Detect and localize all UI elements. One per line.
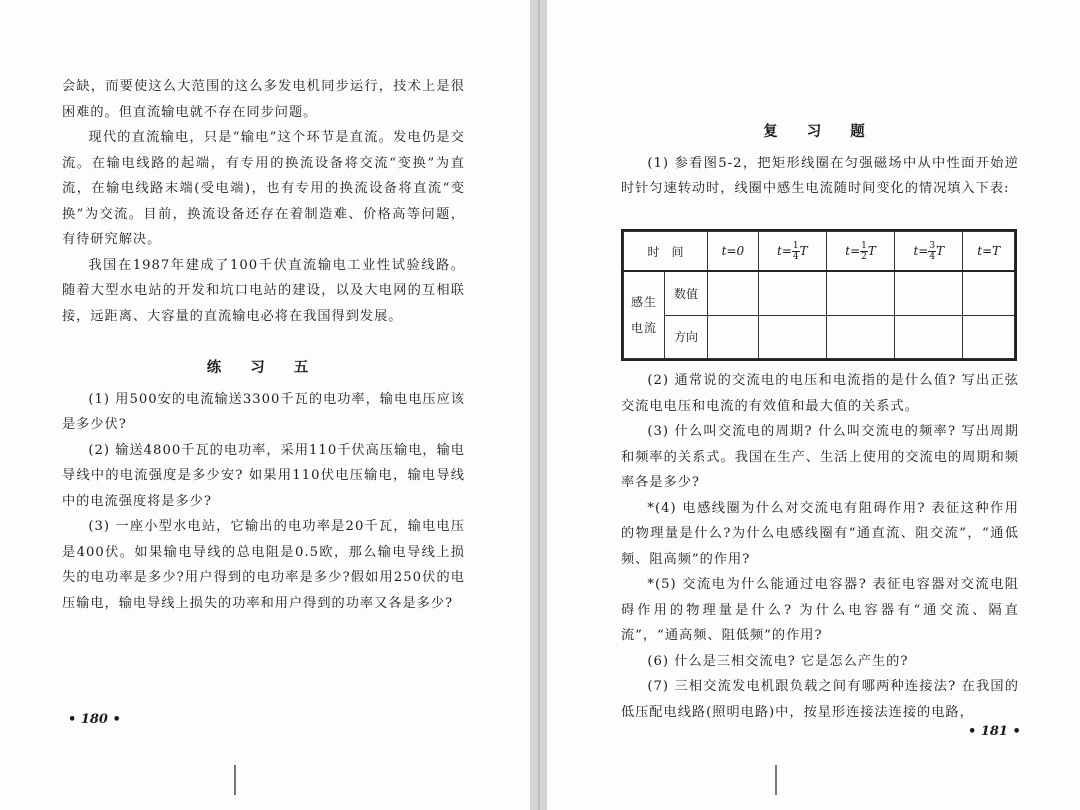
row-label-direction: 方向 [665, 315, 708, 358]
right-page-questions [621, 368, 1019, 725]
table-cell [708, 271, 759, 315]
exercise-item: (1) 用500安的电流输送3300千瓦的电功率，输电电压应该是多少伏? [62, 391, 465, 432]
review-heading: 复 习 题 [763, 123, 877, 140]
table-cell [758, 315, 826, 358]
table-cell [963, 271, 1015, 315]
scan-mark [234, 765, 236, 795]
current-table [621, 229, 1017, 361]
table-header-t-half: t= $\frac{1}{2}$ T [826, 232, 894, 272]
question-item: (3) 什么叫交流电的周期? 什么叫交流电的频率? 写出周期和频率的关系式。我国在生产、生活上使用的交流电的周期和频率各是多少? [621, 424, 1019, 490]
table-cell [895, 315, 963, 358]
row-group-label: 感生 电流 [624, 271, 665, 359]
question-item: (2) 通常说的交流电的电压和电流指的是什么值? 写出正弦交流电电压和电流的有效值和最大值的关系式。 [621, 373, 1019, 414]
paragraph: 现代的直流输电，只是“输电”这个环节是直流。发电仍是交流。在输电线路的起端，有专用的换流设备将交流“变换”为直流，在输电线路末端(受电端)，也有专用的换流设备将直流“变换”为交流。目前，换流设备还存在着制造难、价格高等问题，有待研究解决。 [62, 130, 465, 247]
exercise-heading: 练 习 五 [206, 359, 321, 376]
question-1: (1) 参看图5-2，把矩形线圈在匀强磁场中从中性面开始逆时针匀速转动时，线圈中感生电流随时间变化的情况填入下表: [621, 155, 1019, 196]
right-page-top [621, 119, 1019, 202]
question-item: *(4) 电感线圈为什么对交流电有阻碍作用? 表征这种作用的物理量是什么?为什么电感线圈有“通直流、阻交流”，“通低频、阻高频”的作用? [621, 500, 1019, 567]
left-page-body [62, 74, 465, 616]
page-number-right: • 181 • [968, 724, 1021, 739]
exercise-item: (3) 一座小型水电站，它输出的电功率是20千瓦，输电电压是400伏。如果输电导线的总电阻是0.5欧，那么输电导线上损失的电功率是多少?用户得到的电功率是多少?假如用250伏的电压输电，输电导线上损失的功率和用户得到的功率又各是多少? [62, 519, 465, 611]
table-header-t-three-quarter: t= $\frac{3}{4}$ T [895, 232, 963, 272]
table-cell [963, 315, 1015, 358]
question-item: *(5) 交流电为什么能通过电容器? 表征电容器对交流电阻碍作用的物理量是什么? 为什么电容器有“通交流、隔直流”，“通高频、阻低频”的作用? [621, 577, 1019, 643]
table-header-t0: t=0 [708, 232, 759, 272]
table-header-time: 时 间 [624, 232, 708, 272]
question-item: (7) 三相交流发电机跟负载之间有哪两种连接法? 在我国的低压配电线路(照明电路)中，按星形连接法连接的电路， [621, 679, 1019, 720]
table-header-t-quarter: t= $\frac{1}{4}$ T [758, 232, 826, 272]
paragraph: 会缺，而要使这么大范围的这么多发电机同步运行，技术上是很困难的。但直流输电就不存在同步问题。 [62, 79, 465, 120]
scan-mark [775, 765, 777, 795]
question-item: (6) 什么是三相交流电? 它是怎么产生的? [647, 653, 909, 669]
gutter-divider [538, 0, 540, 810]
row-label-value: 数值 [665, 271, 708, 315]
table-header-t-full: t=T [963, 232, 1015, 272]
table-cell [895, 271, 963, 315]
table-cell [708, 315, 759, 358]
paragraph: 我国在1987年建成了100千伏直流输电工业性试验线路。随着大型水电站的开发和坑口电站的建设，以及大电网的互相联接，远距离、大容量的直流输电必将在我国得到发展。 [62, 257, 465, 324]
exercise-item: (2) 输送4800千瓦的电功率，采用110千伏高压输电，输电导线中的电流强度是多少安? 如果用110伏电压输电，输电导线中的电流强度将是多少? [62, 442, 465, 509]
table-cell [826, 271, 894, 315]
page-number-left: • 180 • [68, 712, 121, 727]
table-cell [758, 271, 826, 315]
table-cell [826, 315, 894, 358]
